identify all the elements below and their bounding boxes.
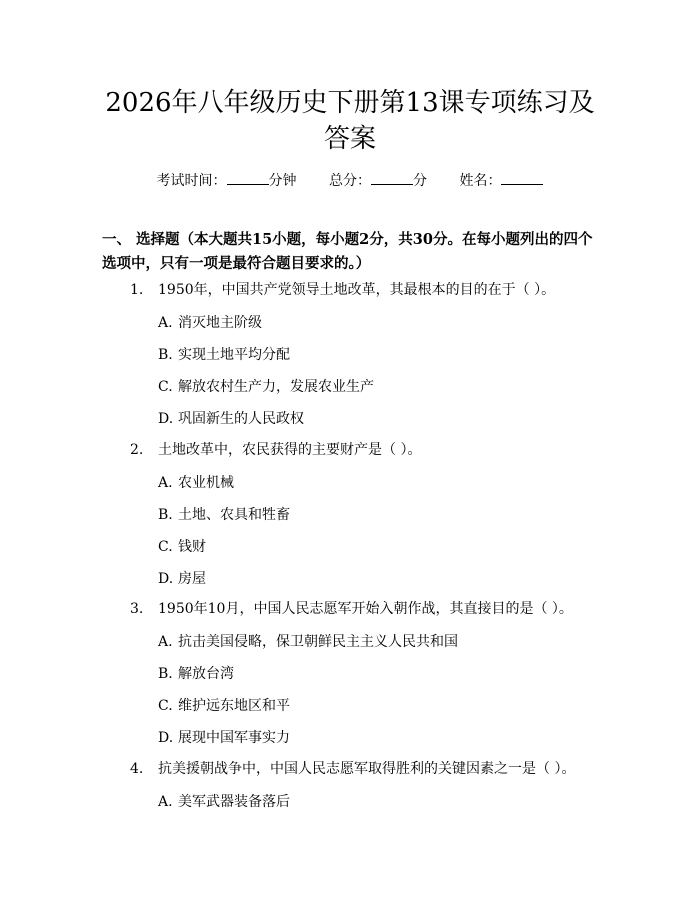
student-name-field [459, 170, 543, 191]
option-text: 房屋 [178, 571, 206, 587]
option-letter: A. [158, 794, 173, 810]
option-text: 巩固新生的人民政权 [178, 411, 304, 427]
question-text: 土地改革中，农民获得的主要财产是（ ）。 [158, 442, 422, 458]
question-1-option-d [158, 409, 304, 429]
option-letter: A. [158, 315, 173, 331]
option-letter: D. [158, 571, 174, 587]
question-3 [130, 599, 573, 619]
option-text: 农业机械 [178, 475, 234, 491]
question-2 [130, 440, 421, 460]
question-1 [130, 280, 555, 300]
student-name-blank [501, 170, 543, 185]
option-letter: D. [158, 730, 174, 746]
total-score-unit: 分 [413, 173, 427, 189]
question-text: 1950年10月，中国人民志愿军开始入朝作战，其直接目的是（ ）。 [158, 601, 573, 617]
question-3-option-c [158, 696, 290, 716]
question-1-option-a [158, 313, 262, 333]
question-text: 1950年，中国共产党领导土地改革，其最根本的目的在于（ ）。 [158, 282, 556, 298]
option-text: 钱财 [178, 539, 206, 555]
option-letter: A. [158, 634, 173, 650]
option-letter: D. [158, 411, 174, 427]
exam-info [0, 170, 700, 191]
question-2-option-d [158, 569, 206, 589]
exam-time-unit: 分钟 [268, 173, 297, 189]
section-heading [102, 228, 602, 276]
total-score-field [329, 170, 427, 191]
question-number: 4. [130, 761, 144, 777]
section-instructions: 选择题（本大题共15小题，每小题2分，共30分。在每小题列出的四个选项中，只有一项是最符合题目要求的。） [102, 231, 593, 272]
question-2-option-b [158, 505, 290, 525]
option-text: 解放农村生产力，发展农业生产 [178, 379, 374, 395]
question-3-option-d [158, 728, 290, 748]
question-4 [130, 759, 575, 779]
question-2-option-c [158, 537, 206, 557]
option-letter: C. [158, 379, 173, 395]
option-letter: C. [158, 698, 173, 714]
option-text: 消灭地主阶级 [178, 315, 262, 331]
question-number: 2. [130, 442, 144, 458]
student-name-label: 姓名： [459, 173, 502, 189]
option-letter: B. [158, 347, 173, 363]
page-title-line-1: 2026年八年级历史下册第13课专项练习及 [105, 88, 595, 118]
exam-time-blank [227, 170, 269, 185]
option-text: 解放台湾 [178, 666, 234, 682]
question-4-option-a [158, 792, 290, 812]
section-number: 一、 [102, 231, 131, 248]
question-1-option-b [158, 345, 290, 365]
question-3-option-b [158, 664, 234, 684]
exam-time-label: 考试时间： [156, 173, 227, 189]
option-text: 抗击美国侵略，保卫朝鲜民主主义人民共和国 [178, 634, 458, 650]
total-score-label: 总分： [329, 173, 371, 189]
question-1-option-c [158, 377, 374, 397]
option-letter: C. [158, 539, 173, 555]
question-text: 抗美援朝战争中，中国人民志愿军取得胜利的关键因素之一是（ ）。 [158, 761, 576, 777]
total-score-blank [371, 170, 413, 185]
exam-time-field [157, 170, 297, 191]
question-2-option-a [158, 473, 234, 493]
option-text: 美军武器装备落后 [178, 794, 290, 810]
page-title-line-2: 答案 [323, 124, 376, 154]
option-letter: B. [158, 666, 173, 682]
option-text: 土地、农具和牲畜 [178, 507, 290, 523]
question-number: 3. [130, 601, 144, 617]
question-3-option-a [158, 632, 458, 652]
option-letter: B. [158, 507, 173, 523]
option-text: 展现中国军事实力 [178, 730, 290, 746]
option-letter: A. [158, 475, 173, 491]
option-text: 实现土地平均分配 [178, 347, 290, 363]
option-text: 维护远东地区和平 [178, 698, 290, 714]
question-number: 1. [130, 282, 144, 298]
